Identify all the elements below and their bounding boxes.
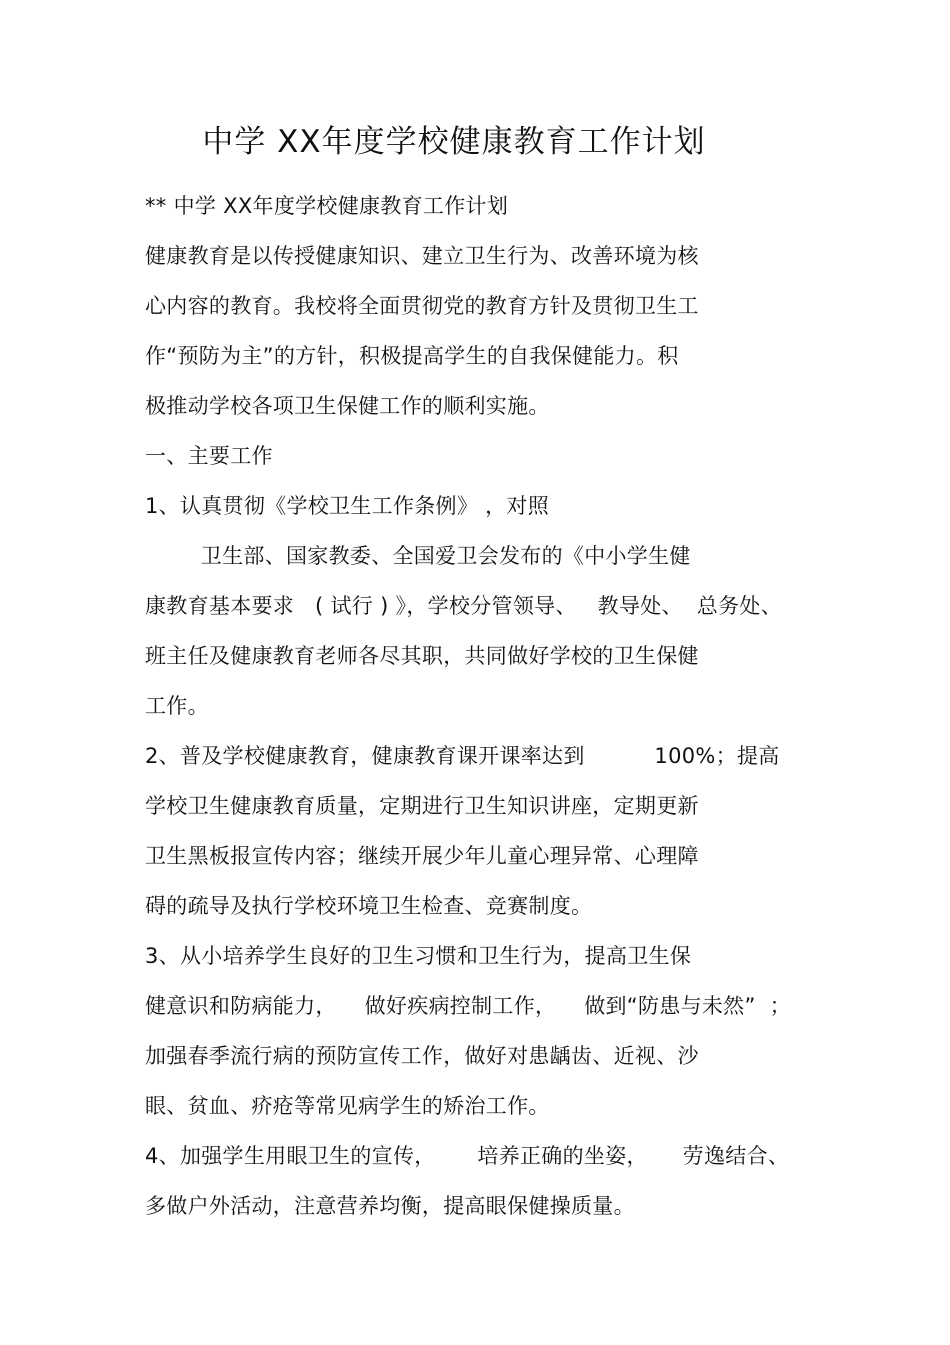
list-item-line: 学校卫生健康教育质量，定期进行卫生知识讲座，定期更新: [145, 794, 699, 818]
list-item-line: 班主任及健康教育老师各尽其职，共同做好学校的卫生保健: [145, 644, 699, 668]
paragraph-line: 健康教育是以传授健康知识、建立卫生行为、改善环境为核: [145, 244, 699, 268]
list-item-line: 3、从小培养学生良好的卫生习惯和卫生行为，提高卫生保: [145, 944, 692, 968]
list-item-line: 工作。: [145, 694, 209, 718]
section-heading: 一、主要工作: [145, 444, 273, 468]
list-item-line: 4、加强学生用眼卫生的宣传， 培养正确的坐姿， 劳逸结合、: [145, 1144, 790, 1168]
list-item-line: 1、认真贯彻《学校卫生工作条例》 ，对照: [145, 494, 550, 518]
list-item-line: 卫生部、国家教委、全国爱卫会发布的《中小学生健: [145, 544, 691, 568]
document-title: 中学 XX年度学校健康教育工作计划: [202, 124, 706, 160]
list-item-line: 康教育基本要求 ( 试行 ) 》，学校分管领导、 教导处、 总务处、: [145, 594, 783, 618]
list-item-line: 卫生黑板报宣传内容；继续开展少年儿童心理异常、心理障: [145, 844, 699, 868]
list-item-line: 多做户外活动，注意营养均衡，提高眼保健操质量。: [145, 1194, 635, 1218]
list-item-line: 加强春季流行病的预防宣传工作，做好对患龋齿、近视、沙: [145, 1044, 699, 1068]
list-item-line: 健意识和防病能力， 做好疾病控制工作， 做到“防患与未然” ；: [145, 994, 791, 1018]
paragraph-line: 心内容的教育。我校将全面贯彻党的教育方针及贯彻卫生工: [145, 294, 699, 318]
list-item-line: 2、普及学校健康教育，健康教育课开课率达到 100%；提高: [145, 744, 780, 768]
list-item-line: 碍的疏导及执行学校环境卫生检查、竞赛制度。: [145, 894, 593, 918]
paragraph-line: 极推动学校各项卫生保健工作的顺利实施。: [145, 394, 550, 418]
paragraph-line: 作“预防为主”的方针，积极提高学生的自我保健能力。积: [145, 344, 679, 368]
subtitle-line: ** 中学 XX年度学校健康教育工作计划: [145, 194, 509, 218]
list-item-line: 眼、贫血、疥疮等常见病学生的矫治工作。: [145, 1094, 550, 1118]
